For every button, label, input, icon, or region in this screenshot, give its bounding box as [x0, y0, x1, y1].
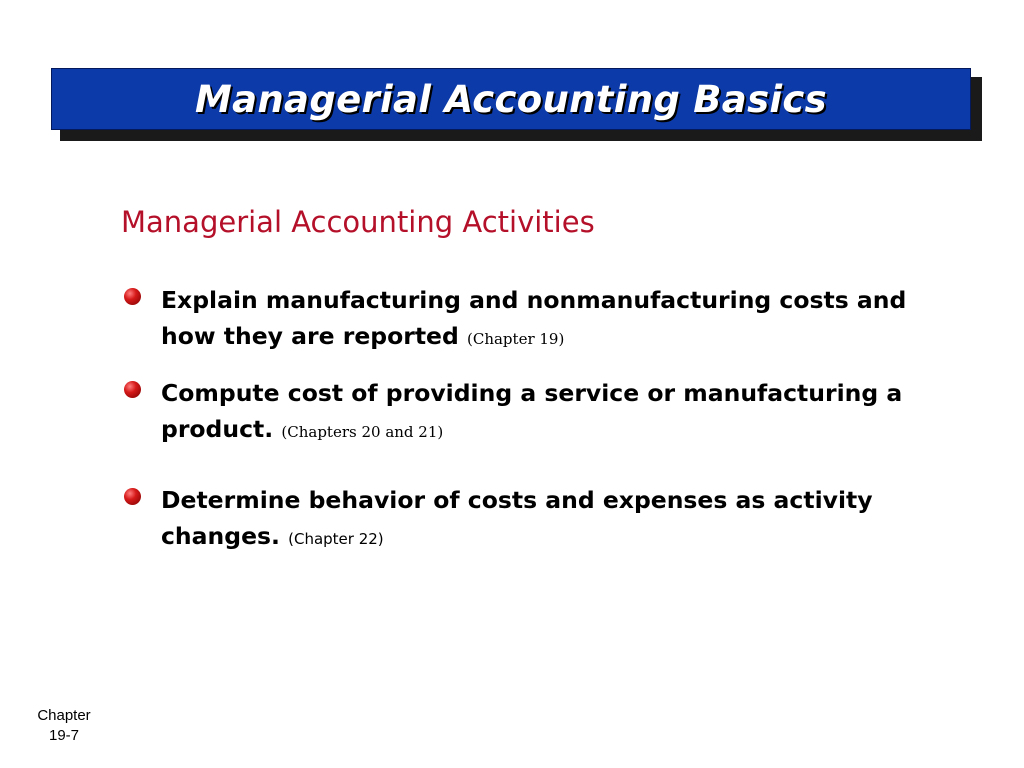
- bullet-text: [161, 375, 921, 450]
- chapter-reference: (Chapters 20 and 21): [281, 423, 444, 441]
- red-sphere-bullet-icon: [124, 381, 141, 398]
- bullet-main-text: Explain manufacturing and nonmanufacturing costs and how they are reported: [161, 286, 907, 350]
- red-sphere-bullet-icon: [124, 288, 141, 305]
- footer-page-number: 19-7: [48, 727, 80, 744]
- slide-footer: [26, 706, 102, 746]
- chapter-reference: (Chapter 19): [467, 330, 565, 348]
- footer-chapter-label: Chapter: [37, 707, 91, 724]
- title-banner: [51, 68, 971, 130]
- slide-title: Managerial Accounting Basics: [195, 77, 827, 121]
- red-sphere-bullet-icon: [124, 488, 141, 505]
- chapter-reference: (Chapter 22): [288, 530, 384, 548]
- section-heading: Managerial Accounting Activities: [121, 205, 595, 239]
- bullet-main-text: Determine behavior of costs and expenses as activity changes.: [161, 486, 873, 550]
- bullet-main-text: Compute cost of providing a service or manufacturing a product.: [161, 379, 903, 443]
- bullet-text: [161, 482, 921, 557]
- bullet-text: [161, 282, 921, 357]
